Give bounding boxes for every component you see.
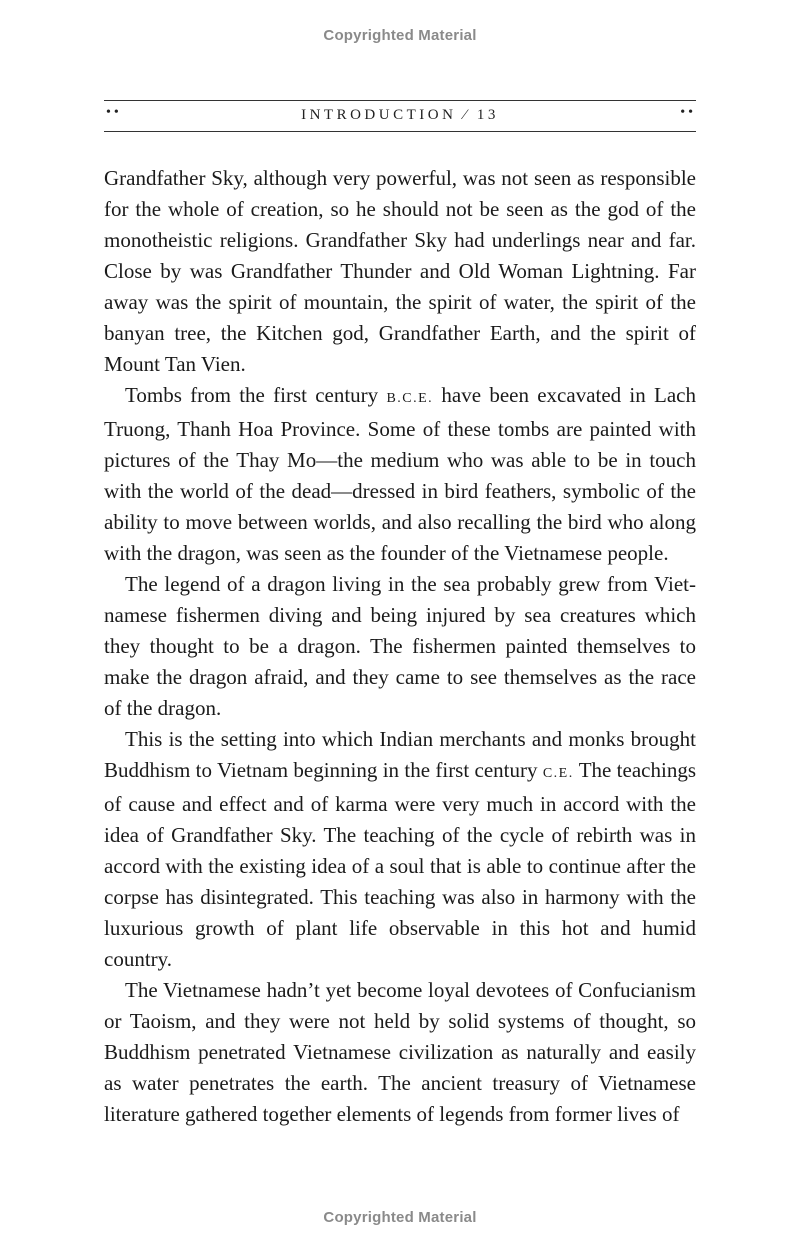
era-ce: C.E.: [542, 766, 574, 781]
section-title: INTRODUCTION: [301, 107, 457, 123]
paragraph-4-part-b: The teachings of cause and effect and of karma were very much in accord with the idea of Grandfather Sky. The teaching of the cycle of rebirth was in accord with the existing idea of a soul that is able to continue after the corpse has disintegrated. This teaching was also in harmony with the luxurious growth of plant life observable in this hot and humid country.: [104, 758, 696, 971]
left-ornament: ••: [106, 105, 122, 120]
paragraph-2-part-a: Tombs from the first century: [125, 383, 387, 407]
right-ornament: ••: [680, 105, 696, 120]
separator: ⁄: [463, 107, 470, 123]
running-head: [104, 100, 696, 132]
paragraph-2-part-b: have been excavated in Lach Truong, Thanh Hoa Province. Some of these tombs are painted with pictures of the Thay Mo—the medium who was able to be in touch with the world of the dead—dressed in bird feathers, symbolic of the ability to move between worlds, and also recalling the bird who along with the dragon, was seen as the founder of the Vietnamese people.: [104, 383, 696, 565]
copyright-watermark-bottom: Copyrighted Material: [323, 1209, 477, 1226]
page-number: 13: [476, 107, 499, 123]
body-text: [104, 163, 696, 1130]
paragraph-2: [104, 380, 696, 569]
era-bce: B.C.E.: [386, 391, 434, 406]
paragraph-4-part-a: This is the setting into which Indian merchants and monks brought Buddhism to Vietnam beginning in the first century: [104, 727, 696, 782]
paragraph-4: [104, 724, 696, 975]
copyright-watermark-top: Copyrighted Material: [323, 27, 477, 44]
running-head-title: [104, 107, 696, 124]
paragraph-1: Grandfather Sky, although very powerful, was not seen as responsible for the whole of creation, so he should not be seen as the god of the monotheistic religions. Grandfather Sky had underlings near and far. Close by was Grandfather Thunder and Old Woman Lightning. Far away was the spirit of mountain, the spirit of water, the spirit of the banyan tree, the Kitchen god, Grandfather Earth, and the spirit of Mount Tan Vien.: [104, 166, 696, 376]
paragraph-5: The Vietnamese hadn’t yet become loyal devotees of Confucianism or Taoism, and they were not held by solid systems of thought, so Buddhism penetrated Vietnamese civilization as naturally and easily as water penetrates the earth. The ancient treasury of Vietnamese literature gathered together elements of legends from former lives of: [104, 978, 696, 1126]
paragraph-3: The legend of a dragon living in the sea probably grew from Vietnamese fishermen diving and being injured by sea creatures which they thought to be a dragon. The fishermen painted themselves to make the dragon afraid, and they came to see themselves as the race of the dragon.: [104, 572, 696, 720]
